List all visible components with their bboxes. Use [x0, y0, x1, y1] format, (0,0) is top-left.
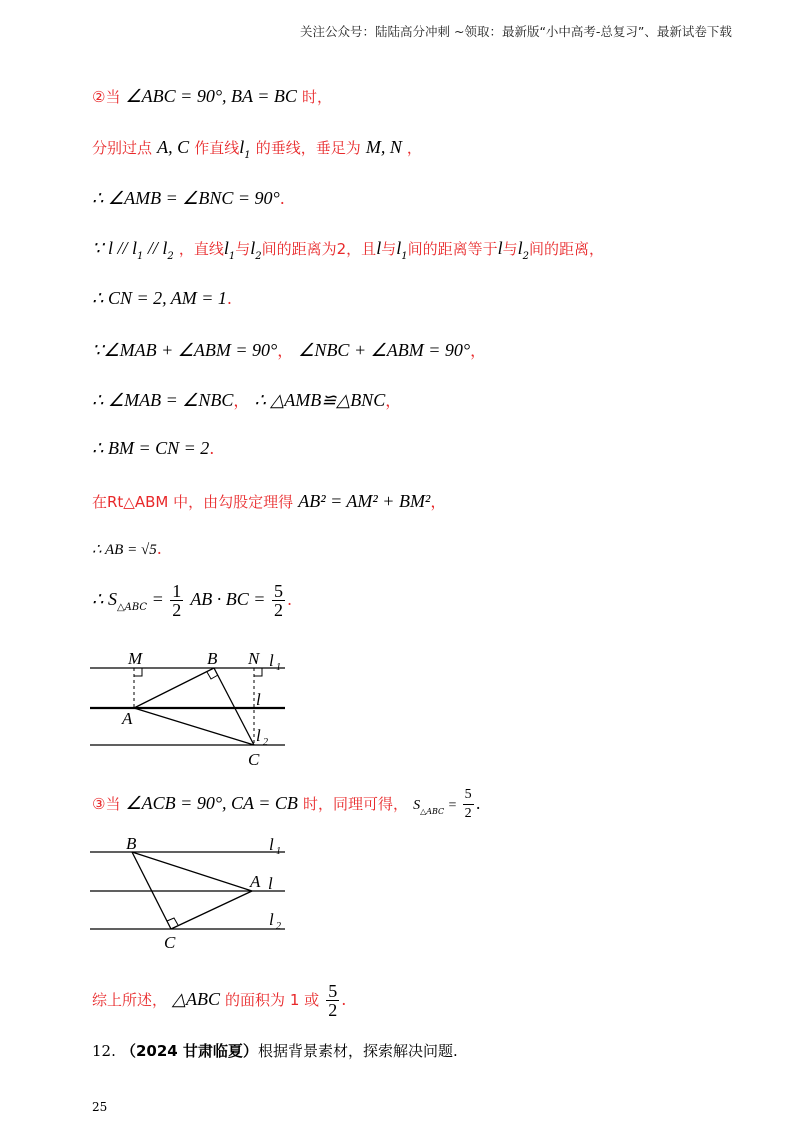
question-number: 12. [92, 1042, 116, 1060]
label-l1-sub: 1 [276, 846, 281, 857]
text-fragment: 时， [301, 88, 332, 106]
text-fragment: . [279, 189, 285, 208]
math-fragment: AB · BC = [190, 589, 270, 609]
text-fragment: . [209, 439, 215, 458]
solution-conclusion [92, 982, 346, 1019]
math-fragment: ∠NBC + ∠ABM = 90° [298, 340, 471, 360]
page-header: 关注公众号：陆陆高分冲刺 ~领取：最新版“小中高考-总复习”、最新试卷下载 [300, 24, 732, 39]
question-text: 根据背景素材，探索解决问题. [257, 1042, 458, 1060]
solution-line-4: ∵ l // $l_1 // l_2$ ，直线$l_1$与$l_2$间的距离为2，且l与$l_1$间的距离等于l与$l_2$间的距离， [92, 238, 605, 262]
subscript: △ABC [420, 807, 445, 816]
math-fragment: △ABC [172, 989, 220, 1009]
math-fragment: ∴ S [92, 589, 117, 609]
question-12 [92, 1040, 458, 1061]
right-angle-N [254, 668, 262, 676]
text-fragment: ，直线 [178, 240, 224, 258]
text-fragment: . [475, 794, 481, 813]
label-l2: l [269, 910, 274, 929]
label-l1: l [269, 835, 274, 854]
text-fragment: . [226, 289, 233, 308]
math-fragment: ∴ ∠AMB = ∠BNC = 90° [92, 188, 280, 208]
subscript: 1 [136, 251, 144, 262]
subscript: △ABC [116, 602, 148, 613]
solution-line-2 [92, 137, 422, 161]
subscript: 1 [244, 150, 251, 161]
label-l2-sub: 2 [263, 737, 268, 748]
label-B: B [207, 649, 218, 668]
label-A: A [250, 872, 261, 891]
label-N: N [248, 649, 260, 668]
text-fragment: 分别过点 [92, 139, 153, 157]
solution-line-1 [92, 86, 332, 107]
label-l2: l [256, 726, 261, 745]
text-fragment: 时，同理可得， [302, 795, 408, 813]
math-fragment: = [147, 589, 169, 609]
text-fragment: 与 [502, 240, 518, 258]
math-fragment: l [239, 137, 245, 157]
segment-BA [132, 852, 252, 891]
case-marker: ②当 [92, 88, 121, 106]
text-fragment: ， [277, 341, 294, 360]
solution-line-5 [92, 288, 232, 309]
question-source: （2024 甘肃临夏） [120, 1042, 258, 1060]
math-fragment: ∴ BM = CN = 2 [92, 438, 210, 458]
text-fragment: ， [385, 391, 402, 410]
math-fragment: = [444, 798, 461, 813]
figure-1-diagram [90, 648, 300, 770]
text-fragment: . [156, 539, 162, 558]
math-fragment: ∵ l // l [92, 238, 137, 258]
label-M: M [128, 649, 143, 668]
label-A: A [122, 709, 133, 728]
solution-line-9 [92, 489, 446, 512]
text-fragment: ， [470, 341, 487, 360]
solution-line-7 [92, 388, 401, 411]
label-l: l [256, 690, 261, 709]
case-marker: ③当 [92, 795, 121, 813]
figure-2-diagram [90, 832, 300, 954]
math-fragment: ∴ AB = √5 [92, 542, 157, 558]
solution-line-12 [92, 786, 481, 823]
label-l2-sub: 2 [276, 921, 281, 932]
text-fragment: 与 [381, 240, 397, 258]
text-fragment: 间的距离， [529, 240, 605, 258]
segment-AC [134, 708, 254, 745]
math-fragment: ∠ACB = 90°, CA = CB [125, 793, 298, 813]
solution-line-6 [92, 338, 486, 361]
label-l: l [268, 874, 273, 893]
text-fragment: 作直线 [194, 139, 240, 157]
segment-AB [134, 668, 214, 708]
text-fragment: . [286, 590, 293, 609]
text-fragment: 的面积为 1 或 [225, 991, 320, 1009]
text-fragment: ， [406, 139, 422, 157]
fraction-five-halves: $\frac{5}{2}$ [273, 581, 283, 620]
math-fragment: ∴ ∠MAB = ∠NBC [92, 390, 234, 410]
right-angle-M [134, 668, 142, 676]
label-C: C [248, 750, 260, 769]
text-fragment: ， [430, 492, 447, 511]
text-fragment: 综上所述， [92, 991, 168, 1009]
text-fragment: 在Rt△ABM 中，由勾股定理得 [92, 493, 294, 511]
solution-line-8 [92, 438, 214, 459]
math-fragment: ∵∠MAB + ∠ABM = 90° [92, 340, 278, 360]
subscript: 2 [167, 251, 174, 262]
label-B: B [126, 834, 137, 853]
text-fragment: 间的距离等于 [407, 240, 498, 258]
text-fragment: . [341, 990, 347, 1009]
solution-line-10 [92, 539, 162, 559]
label-l1-sub: 1 [276, 662, 281, 673]
math-fragment: S [413, 798, 421, 813]
math-fragment: M, N [365, 137, 402, 157]
fraction-five-halves: $\frac{5}{2}$ [464, 787, 472, 821]
label-C: C [164, 933, 176, 952]
text-fragment: ， [233, 391, 250, 410]
label-l1: l [269, 651, 274, 670]
solution-line-3 [92, 188, 285, 209]
math-fragment: ∴ △AMB≌△BNC [254, 390, 386, 410]
math-fragment: ∴ CN = 2, AM = 1 [92, 288, 227, 308]
text-fragment: 的垂线，垂足为 [255, 139, 361, 157]
fraction-one-half: $\frac{1}{2}$ [172, 581, 182, 620]
text-fragment: 间的距离为2，且 [261, 240, 377, 258]
solution-line-11 [92, 582, 292, 619]
segment-BC [214, 668, 254, 745]
page-number: 25 [92, 1100, 108, 1114]
condition-formula: ∠ABC = 90°, BA = BC [125, 86, 297, 106]
math-fragment: // l [143, 238, 168, 258]
fraction-five-halves: $\frac{5}{2}$ [328, 981, 338, 1020]
segment-AC [171, 891, 252, 929]
text-fragment: 与 [235, 240, 251, 258]
math-fragment: A, C [157, 137, 190, 157]
math-fragment: AB² = AM² + BM² [298, 491, 431, 511]
